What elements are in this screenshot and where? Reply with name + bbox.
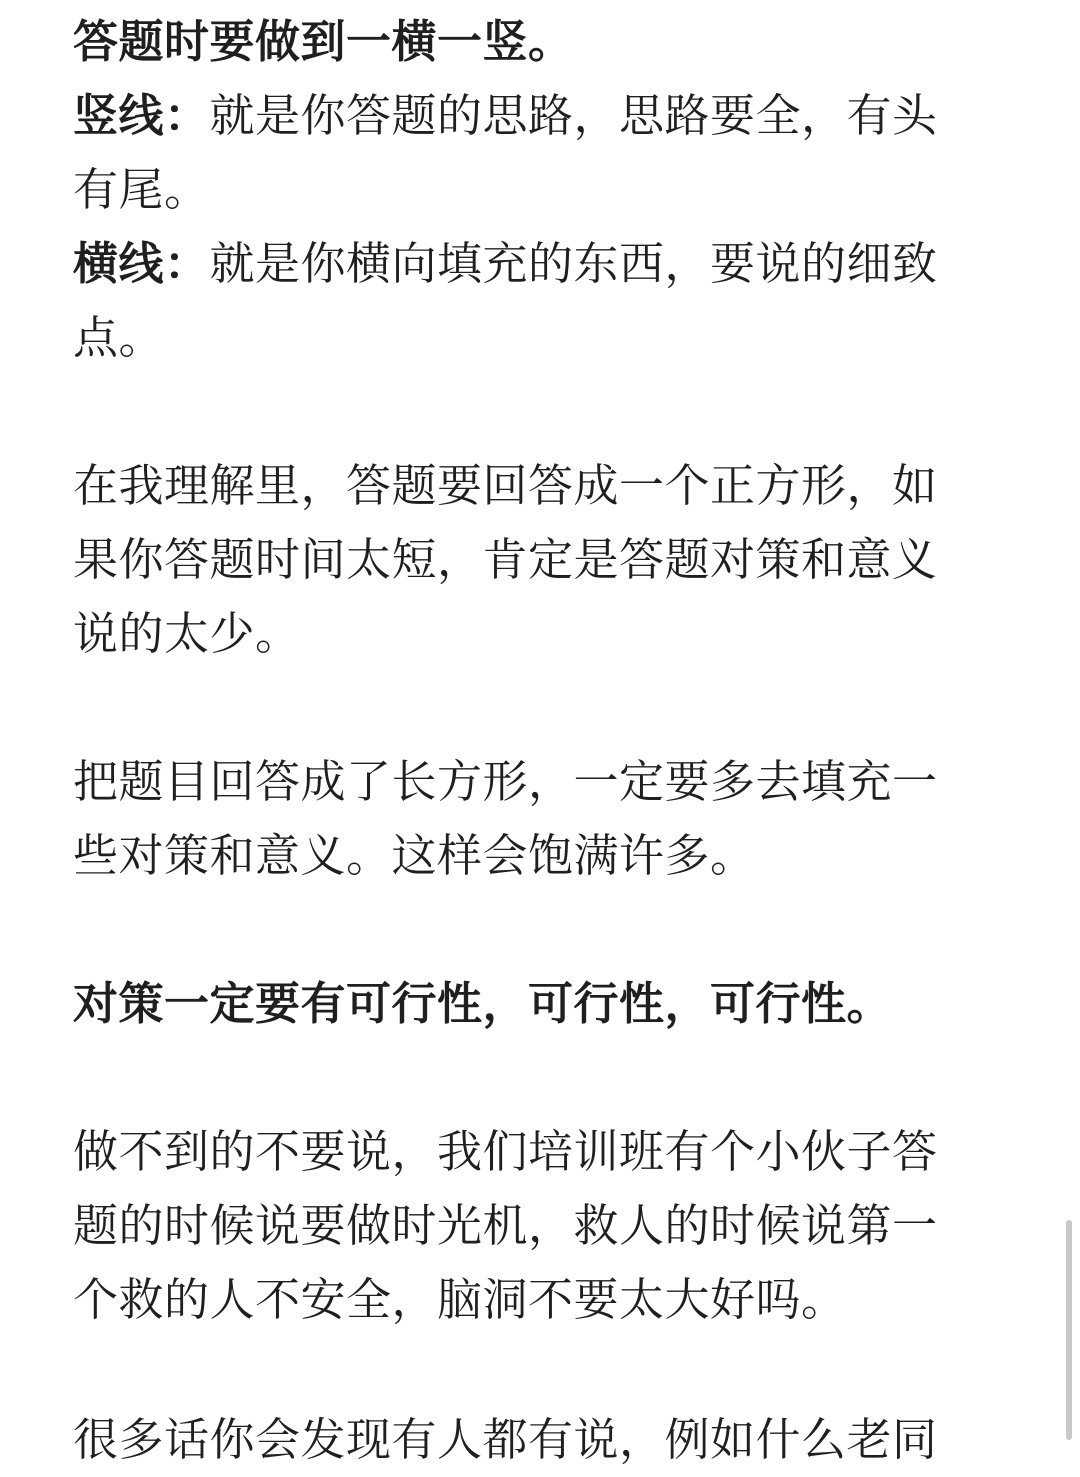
paragraph-spacer (73, 893, 973, 967)
heading-line: 答题时要做到一横一竖。 (73, 15, 574, 68)
horizontal-line-paragraph (73, 227, 973, 375)
article-body (73, 5, 973, 1337)
feasibility-paragraph: 对策一定要有可行性，可行性，可行性。 (73, 977, 893, 1030)
cutoff-paragraph: 很多话你会发现有人都有说，例如什么老同 (73, 1413, 938, 1466)
paragraph-spacer (73, 671, 973, 745)
scrollbar[interactable] (1066, 1220, 1072, 1440)
horizontal-text: 就是你横向填充的东西，要说的细致点。 (73, 237, 938, 364)
rectangle-paragraph: 把题目回答成了长方形，一定要多去填充一些对策和意义。这样会饱满许多。 (73, 755, 938, 882)
paragraph-spacer (73, 1041, 973, 1115)
vertical-text: 就是你答题的思路，思路要全，有头有尾。 (73, 89, 938, 216)
horizontal-label: 横线： (73, 237, 210, 290)
square-paragraph: 在我理解里，答题要回答成一个正方形，如果你答题时间太短，肯定是答题对策和意义说的太少。 (73, 459, 938, 660)
paragraph-spacer (73, 375, 973, 449)
vertical-line-paragraph (73, 79, 973, 227)
vertical-label: 竖线： (73, 89, 210, 142)
example-paragraph: 做不到的不要说，我们培训班有个小伙子答题的时候说要做时光机，救人的时候说第一个救的人不安全，脑洞不要太大好吗。 (73, 1125, 938, 1326)
